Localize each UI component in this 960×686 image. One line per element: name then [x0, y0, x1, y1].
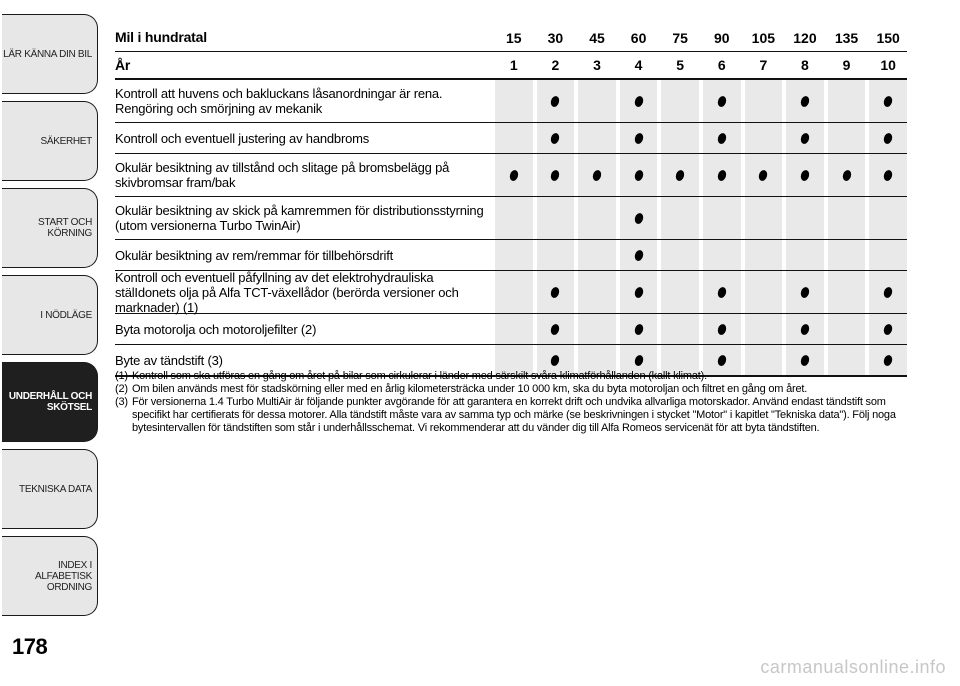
- schedule-cell: [537, 154, 575, 196]
- footnotes: [115, 370, 907, 435]
- header-value: 2: [551, 57, 560, 73]
- tab-label: INDEX I ALFABETISK ORDNING: [34, 559, 92, 593]
- header-value: 15: [506, 29, 522, 46]
- schedule-cell: [537, 123, 575, 153]
- row-description: Okulär besiktning av tillstånd och slitage på bromsbelägg på skivbromsar fram/bak: [115, 160, 450, 190]
- scheduled-dot-icon: [675, 169, 686, 182]
- header-value: 30: [547, 29, 564, 46]
- header-value: 5: [676, 57, 685, 73]
- row-marks: [489, 314, 907, 344]
- row-description: Byta motorolja och motoroljefilter (2): [115, 321, 317, 337]
- scheduled-dot-icon: [550, 132, 561, 145]
- schedule-cell: [495, 80, 533, 122]
- schedule-cell: [620, 154, 658, 196]
- schedule-cell: [578, 271, 616, 313]
- header-value: 90: [713, 29, 730, 46]
- header-value: 6: [717, 57, 726, 73]
- schedule-cell: [703, 80, 741, 122]
- schedule-cell: [495, 123, 533, 153]
- tab-start-och-korning[interactable]: [2, 188, 98, 268]
- schedule-cell: [495, 240, 533, 270]
- tab-label: SÄKERHET: [40, 135, 92, 147]
- footnote-text: Kontroll som ska utföras en gång om året på bilar som cirkulerar i länder med särskilt svåra klimatförhållanden (kallt klimat).: [132, 370, 707, 382]
- schedule-cell: [578, 240, 616, 270]
- table-row: [115, 314, 907, 345]
- schedule-cell: [786, 271, 824, 313]
- scheduled-dot-icon: [550, 169, 561, 182]
- schedule-cell: [869, 123, 907, 153]
- row-marks: [489, 197, 907, 239]
- header-value: 7: [759, 57, 768, 73]
- row-description: Byte av tändstift (3): [115, 352, 223, 368]
- row-marks: [489, 271, 907, 313]
- scheduled-dot-icon: [799, 323, 810, 336]
- header-value: 135: [834, 29, 859, 46]
- tab-tekniska-data[interactable]: [2, 449, 98, 529]
- tab-label: START OCH KÖRNING: [38, 217, 92, 239]
- schedule-cell: [869, 271, 907, 313]
- scheduled-dot-icon: [799, 95, 810, 108]
- scheduled-dot-icon: [716, 169, 727, 182]
- header-value: 8: [801, 57, 809, 73]
- schedule-cell: [578, 314, 616, 344]
- schedule-cell: [745, 240, 783, 270]
- schedule-cell: [786, 197, 824, 239]
- schedule-cell: [745, 197, 783, 239]
- row-description: Kontroll och eventuell påfyllning av det elektrohydrauliska stälIdonets olja på Alfa TCT-växellådor (berörda versioner och marknader) (1): [115, 269, 459, 315]
- page-number: 178: [12, 634, 48, 659]
- schedule-cell: [703, 154, 741, 196]
- scheduled-dot-icon: [633, 249, 644, 262]
- header-label-year: År: [115, 56, 131, 73]
- tab-label: UNDERHÅLL OCH SKÖTSEL: [8, 391, 92, 413]
- tab-label: LÄR KÄNNA DIN BIL: [3, 48, 92, 60]
- schedule-cell: [537, 240, 575, 270]
- scheduled-dot-icon: [550, 95, 561, 108]
- footnote-number: (1): [115, 370, 128, 382]
- schedule-cell: [828, 271, 866, 313]
- scheduled-dot-icon: [883, 95, 894, 108]
- scheduled-dot-icon: [799, 286, 810, 299]
- scheduled-dot-icon: [633, 212, 644, 225]
- tab-label: I NÖDLÄGE: [40, 309, 92, 321]
- scheduled-dot-icon: [883, 132, 894, 145]
- schedule-cell: [578, 197, 616, 239]
- tab-i-nodlage[interactable]: [2, 275, 98, 355]
- header-row-year: [115, 52, 907, 80]
- schedule-cell: [495, 197, 533, 239]
- header-value: 120: [793, 29, 817, 46]
- scheduled-dot-icon: [799, 169, 810, 182]
- tab-lar-kanna-din-bil[interactable]: [2, 14, 98, 94]
- table-row: [115, 271, 907, 314]
- table-row: [115, 80, 907, 123]
- row-marks: [489, 240, 907, 270]
- tab-underhall-och-skotsel[interactable]: [2, 362, 98, 442]
- schedule-cell: [661, 80, 699, 122]
- scheduled-dot-icon: [633, 132, 644, 145]
- scheduled-dot-icon: [508, 169, 519, 182]
- schedule-cell: [869, 197, 907, 239]
- row-description: Okulär besiktning av rem/remmar för tillbehörsdrift: [115, 247, 394, 263]
- scheduled-dot-icon: [799, 132, 810, 145]
- scheduled-dot-icon: [716, 286, 727, 299]
- row-marks: [489, 80, 907, 122]
- header-value: 3: [593, 57, 601, 73]
- schedule-cell: [745, 271, 783, 313]
- schedule-cell: [578, 80, 616, 122]
- schedule-cell: [745, 314, 783, 344]
- header-values-year: [489, 52, 907, 78]
- footnote-text: Om bilen används mest för stadskörning eller med en årlig kilometersträcka under 10 000 km, ska du byta motoroljan och filtret en gång om året.: [132, 383, 808, 395]
- row-description: Kontroll att huvens och bakluckans låsanordningar är rena. Rengöring och smörjning av mekanik: [115, 86, 443, 116]
- schedule-cell: [661, 123, 699, 153]
- header-value: 60: [630, 29, 647, 46]
- schedule-cell: [703, 271, 741, 313]
- schedule-cell: [661, 240, 699, 270]
- schedule-cell: [869, 314, 907, 344]
- scheduled-dot-icon: [633, 354, 644, 367]
- schedule-cell: [620, 197, 658, 239]
- footnote-number: (2): [115, 383, 128, 395]
- schedule-cell: [828, 80, 866, 122]
- header-values-distance: [489, 24, 907, 51]
- schedule-cell: [828, 314, 866, 344]
- schedule-cell: [869, 240, 907, 270]
- schedule-cell: [620, 314, 658, 344]
- scheduled-dot-icon: [716, 354, 727, 367]
- schedule-cell: [495, 154, 533, 196]
- schedule-cell: [786, 314, 824, 344]
- scheduled-dot-icon: [758, 169, 769, 182]
- table-row: [115, 154, 907, 197]
- schedule-cell: [661, 314, 699, 344]
- schedule-cell: [661, 197, 699, 239]
- scheduled-dot-icon: [550, 286, 561, 299]
- scheduled-dot-icon: [633, 95, 644, 108]
- tab-label: TEKNISKA DATA: [19, 483, 92, 495]
- schedule-cell: [828, 154, 866, 196]
- schedule-cell: [786, 80, 824, 122]
- scheduled-dot-icon: [841, 169, 852, 182]
- schedule-cell: [745, 154, 783, 196]
- scheduled-dot-icon: [883, 286, 894, 299]
- row-description: Okulär besiktning av skick på kamremmen för distributionsstyrning (utom versionerna Turbo TwinAir): [115, 203, 484, 233]
- tab-index[interactable]: [2, 536, 98, 616]
- row-marks: [489, 154, 907, 196]
- header-value: 10: [880, 57, 896, 73]
- watermark: carmanualsonline.info: [760, 657, 946, 677]
- header-value: 9: [842, 57, 851, 73]
- schedule-cell: [786, 240, 824, 270]
- schedule-cell: [828, 240, 866, 270]
- schedule-cell: [537, 314, 575, 344]
- tab-sakerhet[interactable]: [2, 101, 98, 181]
- scheduled-dot-icon: [883, 169, 894, 182]
- schedule-cell: [495, 271, 533, 313]
- schedule-cell: [661, 154, 699, 196]
- schedule-cell: [786, 123, 824, 153]
- header-label-distance: Mil i hundratal: [115, 29, 207, 45]
- schedule-cell: [828, 197, 866, 239]
- scheduled-dot-icon: [883, 354, 894, 367]
- schedule-cell: [869, 80, 907, 122]
- header-value: 105: [751, 29, 776, 46]
- header-value: 4: [634, 57, 643, 73]
- scheduled-dot-icon: [883, 323, 894, 336]
- schedule-cell: [620, 271, 658, 313]
- schedule-cell: [578, 154, 616, 196]
- header-value: 150: [876, 29, 900, 46]
- scheduled-dot-icon: [716, 323, 727, 336]
- header-row-distance: [115, 24, 907, 52]
- schedule-cell: [537, 197, 575, 239]
- scheduled-dot-icon: [633, 323, 644, 336]
- scheduled-dot-icon: [716, 132, 727, 145]
- schedule-cell: [703, 314, 741, 344]
- scheduled-dot-icon: [716, 95, 727, 108]
- schedule-cell: [703, 123, 741, 153]
- header-value: 75: [672, 29, 688, 46]
- scheduled-dot-icon: [799, 354, 810, 367]
- schedule-cell: [703, 240, 741, 270]
- footnote-text: För versionerna 1.4 Turbo MultiAir är följande punkter avgörande för att garantera en korrekt drift och undvika allvarliga motorskador. Använd endast tändstift som specifikt har certifierats för dessa motorer. Alla tändstift måste vara av samma typ och märke (se beskrivningen i stycket "Motor" i kapitlet "Tekniska data"). Följ noga bytesintervallen för tändstiften som står i underhållsschemat. Vi rekommenderar att du vänder dig till Alfa Romeos servicenät för att byta tändstiften.: [132, 396, 896, 434]
- footnote: [115, 396, 907, 435]
- maintenance-schedule-table: [115, 24, 907, 377]
- scheduled-dot-icon: [591, 169, 602, 182]
- header-value: 1: [509, 57, 518, 73]
- schedule-cell: [578, 123, 616, 153]
- row-description: Kontroll och eventuell justering av handbroms: [115, 130, 370, 146]
- schedule-cell: [745, 80, 783, 122]
- schedule-cell: [828, 123, 866, 153]
- schedule-cell: [869, 154, 907, 196]
- header-value: 45: [589, 29, 605, 46]
- scheduled-dot-icon: [633, 286, 644, 299]
- schedule-cell: [537, 80, 575, 122]
- table-row: [115, 240, 907, 271]
- schedule-cell: [745, 123, 783, 153]
- row-marks: [489, 123, 907, 153]
- schedule-cell: [661, 271, 699, 313]
- footnote-number: (3): [115, 396, 128, 408]
- schedule-cell: [495, 314, 533, 344]
- footnote: [115, 383, 907, 396]
- schedule-cell: [703, 197, 741, 239]
- schedule-cell: [620, 123, 658, 153]
- scheduled-dot-icon: [550, 323, 561, 336]
- schedule-cell: [620, 80, 658, 122]
- schedule-cell: [786, 154, 824, 196]
- scheduled-dot-icon: [550, 354, 561, 367]
- table-row: [115, 197, 907, 240]
- scheduled-dot-icon: [633, 169, 644, 182]
- schedule-cell: [537, 271, 575, 313]
- schedule-cell: [620, 240, 658, 270]
- table-row: [115, 123, 907, 154]
- footnote: [115, 370, 907, 383]
